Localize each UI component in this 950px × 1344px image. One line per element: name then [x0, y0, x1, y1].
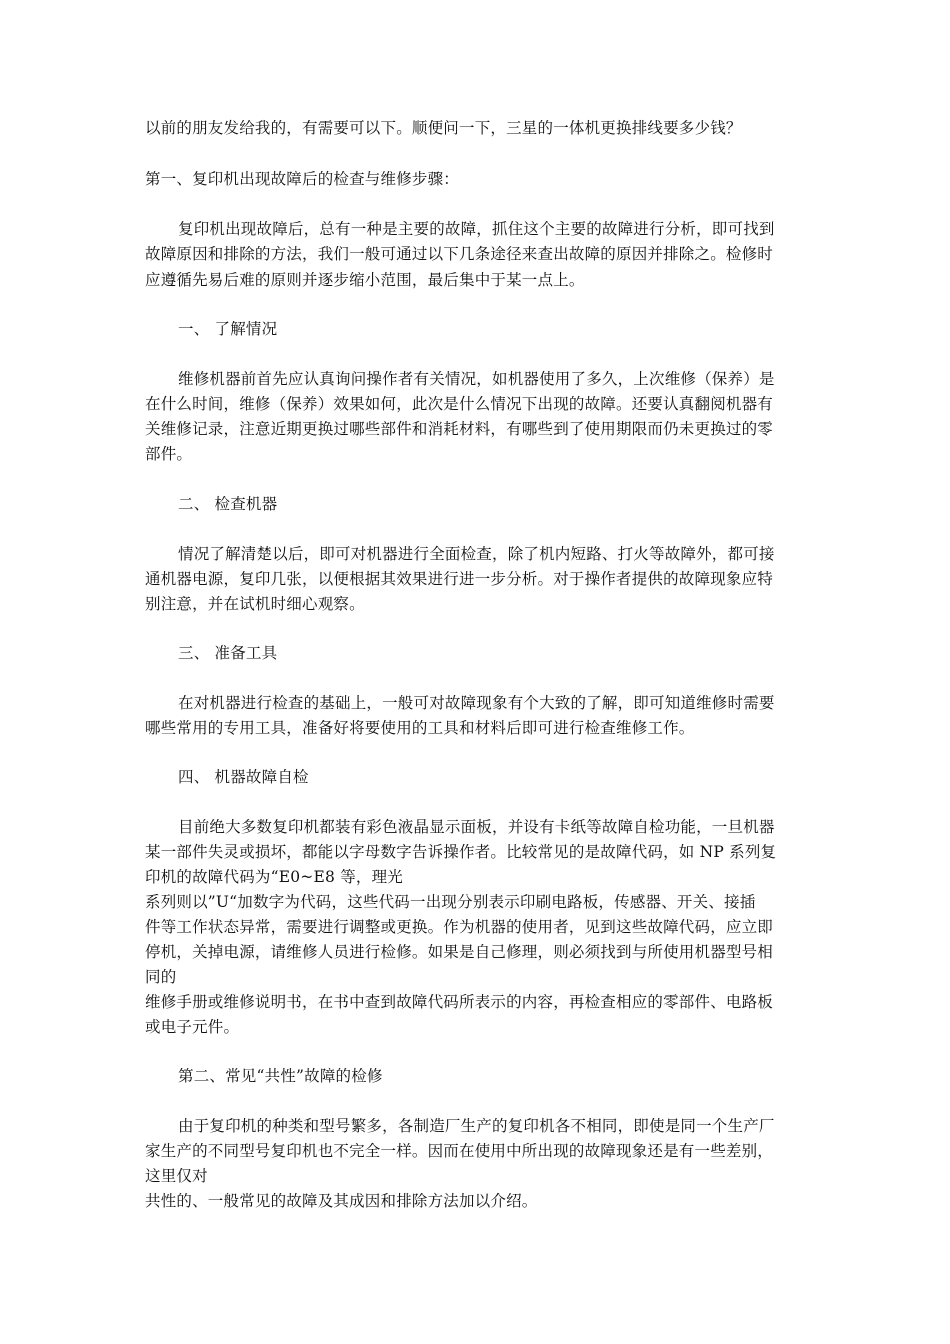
paragraph-line: 哪些常用的专用工具，准备好将要使用的工具和材料后即可进行检查维修工作。 — [145, 719, 695, 737]
paragraph-line: 应遵循先易后难的原则并逐步缩小范围，最后集中于某一点上。 — [145, 271, 585, 289]
paragraph-line: 家生产的不同型号复印机也不完全一样。因而在使用中所出现的故障现象还是有一些差别， — [145, 1142, 774, 1160]
paragraph-line: 或电子元件。 — [145, 1018, 240, 1036]
paragraph-line: 系列则以”U“加数字为代码，这些代码一出现分别表示印刷电路板，传感器、开关、接插 — [145, 893, 756, 911]
paragraph-line: 某一部件失灵或损坏，都能以字母数字告诉操作者。比较常见的是故障代码，如 NP 系列复 — [145, 843, 777, 861]
paragraph-line: 维修机器前首先应认真询问操作者有关情况，如机器使用了多久，上次维修（保养）是 — [178, 370, 775, 388]
paragraph-line: 情况了解清楚以后，即可对机器进行全面检查，除了机内短路、打火等故障外，都可接 — [178, 545, 775, 563]
paragraph-line: 同的 — [145, 968, 177, 986]
paragraph-line: 维修手册或维修说明书，在书中查到故障代码所表示的内容，再检查相应的零部件、电路板 — [145, 993, 774, 1011]
subheading-3: 三、 准备工具 — [178, 644, 278, 662]
paragraph-line: 复印机出现故障后，总有一种是主要的故障，抓住这个主要的故障进行分析，即可找到 — [178, 220, 775, 238]
paragraph-line: 共性的、一般常见的故障及其成因和排除方法加以介绍。 — [145, 1192, 538, 1210]
paragraph-line: 别注意，并在试机时细心观察。 — [145, 595, 365, 613]
subheading-2: 二、 检查机器 — [178, 495, 278, 513]
paragraph-line: 关维修记录，注意近期更换过哪些部件和消耗材料，有哪些到了使用期限而仍未更换过的零 — [145, 420, 774, 438]
subheading-1: 一、 了解情况 — [178, 320, 278, 338]
section-heading-1: 第一、复印机出现故障后的检查与维修步骤： — [145, 170, 460, 188]
paragraph-line: 停机，关掉电源，请维修人员进行检修。如果是自己修理，则必须找到与所使用机器型号相 — [145, 943, 774, 961]
paragraph-line: 印机的故障代码为“E0~E8 等，理光 — [145, 868, 403, 886]
paragraph-line: 故障原因和排除的方法，我们一般可通过以下几条途径来查出故障的原因并排除之。检修时 — [145, 245, 774, 263]
paragraph-line: 在什么时间，维修（保养）效果如何，此次是什么情况下出现的故障。还要认真翻阅机器有 — [145, 395, 774, 413]
paragraph-line: 部件。 — [145, 445, 193, 463]
paragraph-line: 件等工作状态异常，需要进行调整或更换。作为机器的使用者，见到这些故障代码，应立即 — [145, 918, 774, 936]
paragraph-line: 目前绝大多数复印机都装有彩色液晶显示面板，并设有卡纸等故障自检功能，一旦机器 — [178, 818, 775, 836]
paragraph-line: 在对机器进行检查的基础上，一般可对故障现象有个大致的了解，即可知道维修时需要 — [178, 694, 775, 712]
paragraph-line: 这里仅对 — [145, 1167, 208, 1185]
intro-line: 以前的朋友发给我的，有需要可以下。顺便问一下，三星的一体机更换排线要多少钱？ — [145, 119, 742, 137]
section-heading-2: 第二、常见“共性”故障的检修 — [178, 1067, 383, 1085]
paragraph-line: 由于复印机的种类和型号繁多，各制造厂生产的复印机各不相同，即使是同一个生产厂 — [178, 1117, 775, 1135]
subheading-4: 四、 机器故障自检 — [178, 768, 309, 786]
paragraph-line: 通机器电源，复印几张，以便根据其效果进行进一步分析。对于操作者提供的故障现象应特 — [145, 570, 774, 588]
